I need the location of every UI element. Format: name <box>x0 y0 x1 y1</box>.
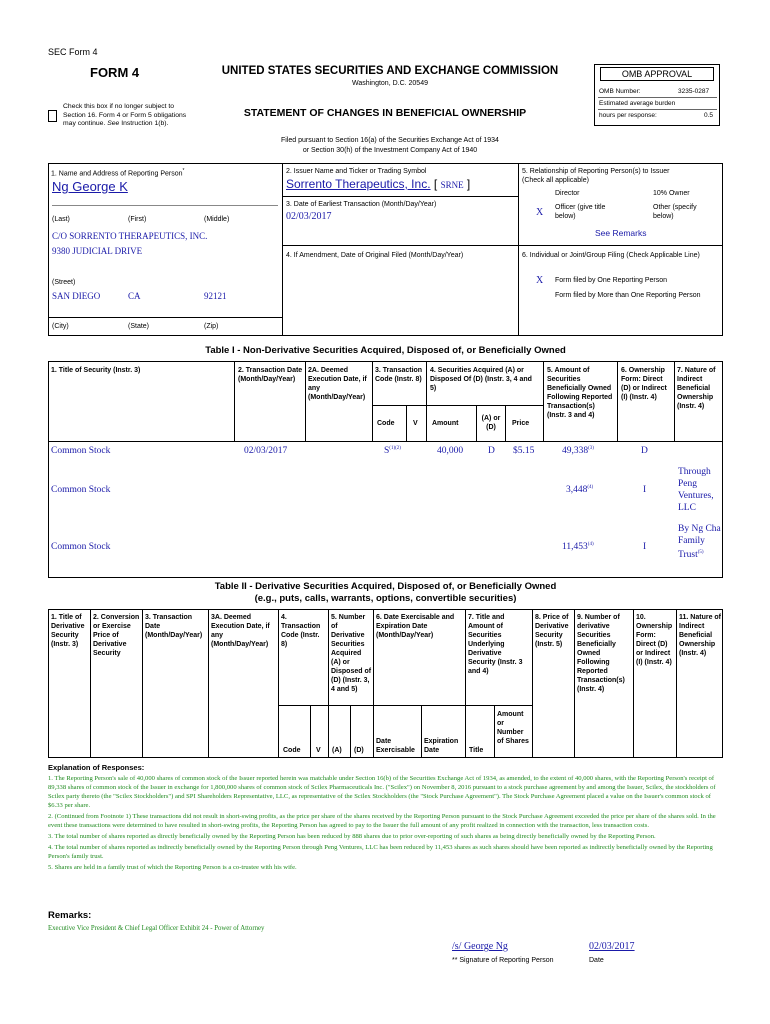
t2-h2: 2. Conversion or Exercise Price of Derivative Security <box>93 614 140 657</box>
t1-row3-form: I <box>643 542 647 552</box>
t1-row3-title: Common Stock <box>51 542 111 552</box>
omb-number: 3235-0287 <box>678 88 710 95</box>
signature-date-label: Date <box>589 957 604 964</box>
statement-title: STATEMENT OF CHANGES IN BENEFICIAL OWNERSHIP <box>243 107 527 119</box>
issuer-line <box>286 177 470 191</box>
t1-row3-owned-fn: (4) <box>587 542 594 547</box>
footnote-2: 2. (Continued from Footnote 1) These transactions did not result in short-swing profits, as the price per share of the shares received by the Reporting Person pursuant to the Stock Purchase Agreement exceeded the price per share of the shares sold. In the event these transactions were determined to have resulted in short-swing profits, the Reporting Person has agreed to pay to the Issuer the full amount of any profit realized in connection with the transaction, less transaction costs. <box>48 813 716 829</box>
t2-h10: 10. Ownership Form: Direct (D) or Indirect (I) (Instr. 4) <box>636 614 673 666</box>
t2-amt-shares: Amount or Number of Shares <box>497 711 529 745</box>
t1-h6: 6. Ownership Form: Direct (D) or Indirect (I) (Instr. 4) <box>621 367 667 401</box>
box2-label: 2. Issuer Name and Ticker or Trading Symbol <box>286 168 427 175</box>
address-line-1: C/O SORRENTO THERAPEUTICS, INC. <box>52 231 208 241</box>
t2-title: Title <box>469 747 484 754</box>
checkbox-see: See <box>107 120 120 127</box>
t2-h1: 1. Title of Derivative Security (Instr. 3) <box>51 614 85 648</box>
t1-row2-owned-cell <box>566 485 593 495</box>
t1-row1-code: S <box>384 446 390 457</box>
t2-h3a: 3A. Deemed Execution Date, if any (Month/Day/Year) <box>211 614 270 648</box>
city-label: (City) <box>52 323 69 330</box>
officer-option: Officer (give title below) <box>555 204 606 220</box>
zip-label: (Zip) <box>204 323 219 330</box>
table2-title-2: (e.g., puts, calls, warrants, options, convertible securities) <box>254 593 517 604</box>
box3-label: 3. Date of Earliest Transaction (Month/Day/Year) <box>286 201 437 208</box>
t1-row3-nature-fn: (5) <box>697 550 704 555</box>
earliest-transaction-date: 02/03/2017 <box>286 211 332 222</box>
t1-row1-owned-cell <box>562 446 594 456</box>
t1-row1-ad: D <box>488 446 495 456</box>
t1-v: V <box>413 420 418 427</box>
t2-h4: 4. Transaction Code (Instr. 8) <box>281 614 321 648</box>
table1-title: Table I - Non-Derivative Securities Acquired, Disposed of, or Beneficially Owned <box>205 345 566 356</box>
street-label: (Street) <box>52 279 76 286</box>
t2-h11: 11. Nature of Indirect Beneficial Ownership (Instr. 4) <box>679 614 722 657</box>
state-label: (State) <box>128 323 150 330</box>
state-value: CA <box>128 291 141 301</box>
signature-name: /s/ George Ng <box>452 941 508 952</box>
box1-label-text: 1. Name and Address of Reporting Person <box>51 170 183 178</box>
t2-h6: 6. Date Exercisable and Expiration Date (Month/Day/Year) <box>376 614 455 639</box>
t1-h2a: 2A. Deemed Execution Date, if any (Month/Day/Year) <box>308 367 367 401</box>
address-line-2: 9380 JUDICIAL DRIVE <box>52 246 143 256</box>
director-option: Director <box>555 190 580 197</box>
t1-ad: (A) or (D) <box>481 415 501 431</box>
t1-row3-owned: 11,453 <box>562 542 588 553</box>
t1-h2: 2. Transaction Date (Month/Day/Year) <box>238 367 303 383</box>
issuer-name: Sorrento Therapeutics, Inc. <box>286 177 431 191</box>
t1-amount: Amount <box>432 420 459 427</box>
ten-percent-option: 10% Owner <box>653 190 690 197</box>
first-label: (First) <box>128 216 147 223</box>
t2-h7: 7. Title and Amount of Securities Underlying Derivative Security (Instr. 3 and 4) <box>468 614 523 675</box>
box6-label: 6. Individual or Joint/Group Filing (Check Applicable Line) <box>522 252 700 259</box>
omb-burden-label: Estimated average burden <box>599 100 676 107</box>
zip-value: 92121 <box>204 291 227 301</box>
t2-v: V <box>316 747 321 754</box>
remarks-heading: Remarks: <box>48 910 92 921</box>
box5-sub: (Check all applicable) <box>522 177 589 184</box>
ticker-symbol: SRNE <box>440 180 464 190</box>
t1-row3-nature: By Ng Cha Family Trust <box>678 524 721 561</box>
t1-h5: 5. Amount of Securities Beneficially Owned Following Reported Transaction(s) (Instr. 3 and 4) <box>547 367 613 419</box>
t2-h3: 3. Transaction Date (Month/Day/Year) <box>145 614 203 639</box>
t1-price: Price <box>512 420 530 427</box>
last-label: (Last) <box>52 216 70 223</box>
t1-h7: 7. Nature of Indirect Beneficial Ownership (Instr. 4) <box>677 367 716 410</box>
commission-location: Washington, D.C. 20549 <box>351 80 428 87</box>
t1-row1-date: 02/03/2017 <box>244 446 288 456</box>
reporting-person-name: Ng George K <box>52 179 128 194</box>
checkbox-text-main: Check this box if no longer subject to Section 16. Form 4 or Form 5 obligations may continue. <box>63 103 187 127</box>
t1-h3: 3. Transaction Code (Instr. 8) <box>375 367 423 383</box>
t2-d: (D) <box>354 747 364 754</box>
t1-row3-owned-cell <box>562 542 594 552</box>
t1-row1-price: $5.15 <box>513 446 535 456</box>
bracket-close: ] <box>466 177 471 191</box>
no-longer-subject-checkbox[interactable] <box>48 110 57 122</box>
t1-row1-owned: 49,338 <box>562 446 589 457</box>
remarks-text: Executive Vice President & Chief Legal Officer Exhibit 24 - Power of Attorney <box>48 925 265 932</box>
footnote-4: 4. The total number of shares reported as indirectly beneficially owned by the Reporting Person through Peng Ventures, LLC has been reduced by 11,453 shares as such shares should have been reported as indirectly beneficially owned by the Reporting Person's family trust. <box>48 844 713 860</box>
omb-number-label: OMB Number: <box>599 88 641 95</box>
t1-h1: 1. Title of Security (Instr. 3) <box>51 367 141 374</box>
signature-date: 02/03/2017 <box>589 941 635 952</box>
one-person-option: Form filed by One Reporting Person <box>555 277 668 284</box>
t1-code: Code <box>377 420 395 427</box>
form-title: FORM 4 <box>90 65 140 80</box>
footnote-1: 1. The Reporting Person's sale of 40,000 shares of common stock of the Issuer reported herein was matchable under Section 16(b) of the Securities Exchange Act of 1934, as amended, to the extent of 40,000 shares, with the Reporting Person's receipt of 89,338 shares of common stock of the Issuer in exchange for 1,800,000 shares of common stock of Scilex Pharmaceuticals Inc. ("Scilex") on November 8, 2016 pursuant to a stock purchase agreement by and among the Issuer, Scilex, the stockholders of Scilex party thereto (the "Scilex Stockholders") and SPI Shareholders Representative, LLC, as representative of the Scilex Stockholders (the "Stock Purchase Agreement"). The Stock Purchase Agreement placed a value on the Issuer's common stock of $6.33 per share. <box>48 775 716 809</box>
omb-hours-label: hours per response: <box>599 112 657 119</box>
checkbox-text <box>63 103 188 129</box>
bracket-open: [ <box>433 177 438 191</box>
commission-title: UNITED STATES SECURITIES AND EXCHANGE COMMISSION <box>221 65 559 77</box>
footnote-5: 5. Shares are held in a family trust of which the Reporting Person is a co-trustee with his wife. <box>48 864 297 871</box>
sec-form-label: SEC Form 4 <box>48 47 98 57</box>
t1-row3-nature-cell <box>678 523 722 561</box>
more-persons-option: Form filed by More than One Reporting Person <box>555 292 701 299</box>
t1-row2-owned: 3,448 <box>566 485 588 496</box>
footnote-3: 3. The total number of shares reported as directly beneficially owned by the Reporting Person has been reduced by 888 shares due to prior over-reporting of such shares as being directly beneficially owned by the Reporting Person. <box>48 833 656 840</box>
explanation-heading: Explanation of Responses: <box>48 763 145 772</box>
box4-label: 4. If Amendment, Date of Original Filed (Month/Day/Year) <box>286 252 464 259</box>
t2-h8: 8. Price of Derivative Security (Instr. 5) <box>535 614 569 648</box>
omb-hours: 0.5 <box>704 112 714 119</box>
explanation-notes <box>48 774 720 874</box>
t1-h4: 4. Securities Acquired (A) or Disposed Of (D) (Instr. 3, 4 and 5) <box>430 367 532 392</box>
box5-label: 5. Relationship of Reporting Person(s) to Issuer <box>522 168 670 175</box>
t2-h5: 5. Number of Derivative Securities Acquired (A) or Disposed of (D) (Instr. 3, 4 and 5) <box>331 614 372 693</box>
t2-a: (A) <box>332 747 342 754</box>
filed-line-1: Filed pursuant to Section 16(a) of the Securities Exchange Act of 1934 <box>281 137 499 144</box>
officer-check-mark: X <box>536 207 544 218</box>
t1-row1-code-cell <box>384 446 401 456</box>
omb-title: OMB APPROVAL <box>600 67 714 81</box>
one-person-check-mark: X <box>536 275 544 286</box>
box1-star: * <box>182 168 185 174</box>
t2-exp: Expiration Date <box>424 738 459 754</box>
t2-date-ex: Date Exercisable <box>376 738 415 754</box>
other-option: Other (specify below) <box>653 204 697 220</box>
t2-h9: 9. Number of derivative Securities Beneficially Owned Following Reported Transaction(s) (Instr. 4) <box>577 614 625 693</box>
signature-label: ** Signature of Reporting Person <box>452 957 554 964</box>
t1-row1-amount: 40,000 <box>437 446 464 456</box>
box1-label <box>51 167 184 178</box>
middle-label: (Middle) <box>204 216 230 223</box>
t2-code: Code <box>283 747 301 754</box>
t1-row2-nature: Through Peng Ventures, LLC <box>678 467 714 513</box>
t1-row2-form: I <box>643 485 647 495</box>
city-value: SAN DIEGO <box>52 291 101 301</box>
t1-row1-code-fn: (1)(2) <box>389 446 401 451</box>
t1-row2-title: Common Stock <box>51 485 111 495</box>
see-remarks-link[interactable]: See Remarks <box>595 228 647 238</box>
t1-row1-form: D <box>641 446 648 456</box>
filed-line-2: or Section 30(h) of the Investment Company Act of 1940 <box>302 147 478 154</box>
table2-title-1: Table II - Derivative Securities Acquired, Disposed of, or Beneficially Owned <box>214 581 557 592</box>
t1-row1-owned-fn: (3) <box>588 446 594 451</box>
t1-row1-title: Common Stock <box>51 446 111 456</box>
checkbox-instr: Instruction 1(b). <box>121 120 169 127</box>
t1-row2-owned-fn: (4) <box>587 485 594 490</box>
